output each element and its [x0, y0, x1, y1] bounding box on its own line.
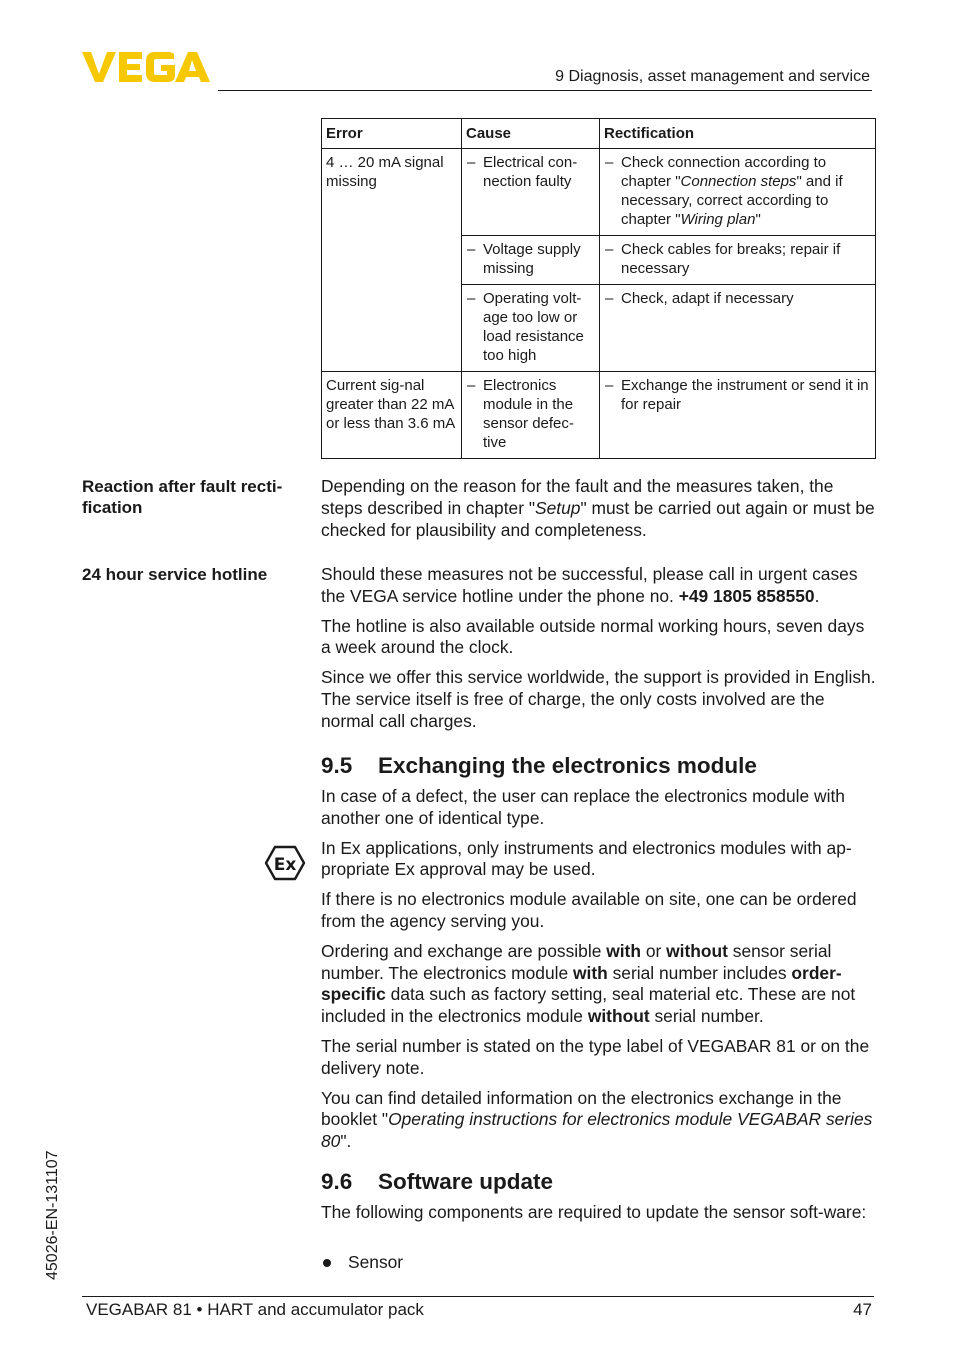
- column-header-rectification: Rectification: [600, 119, 876, 149]
- svg-text:Ex: Ex: [273, 855, 297, 875]
- document-id: 45026-EN-131107: [44, 1150, 61, 1280]
- hotline-text: [321, 564, 877, 741]
- body-paragraph: If there is no electronics module available on site, one can be ordered from the agency serving you.: [321, 889, 857, 931]
- cause-cell: – Electrical con-nection faulty: [462, 149, 600, 236]
- list-item: [321, 1252, 403, 1273]
- rectification-cell: – Check, adapt if necessary: [600, 285, 876, 372]
- body-paragraph: You can find detailed information on the electronics exchange in the booklet "Operating instructions for electronics module VEGABAR series 80".: [321, 1087, 873, 1152]
- section-heading-9-5: 9.5 Exchanging the electronics module: [321, 753, 757, 778]
- body-paragraph: In Ex applications, only instruments and electronics modules with ap-propriate Ex approval may be used.: [321, 837, 852, 880]
- page-number: 47: [853, 1300, 872, 1319]
- rectification-text: Exchange the instrument or send it in for repair: [621, 377, 869, 413]
- column-header-error: Error: [322, 119, 462, 149]
- hotline-paragraph: Since we offer this service worldwide, the support is provided in English. The service itself is free of charge, the only costs involved are the normal call charges.: [321, 667, 876, 731]
- column-header-cause: Cause: [462, 119, 600, 149]
- rectification-cell: – Check connection according to chapter "Connection steps" and if necessary, correct according to chapter "Wiring plan": [600, 149, 876, 236]
- rectification-cell: – Exchange the instrument or send it in for repair: [600, 372, 876, 459]
- rectification-text: Check, adapt if necessary: [621, 290, 794, 307]
- chapter-title: 9 Diagnosis, asset management and service: [555, 68, 870, 85]
- cause-text: Operating volt-age too low or load resistance too high: [483, 290, 584, 364]
- rectification-text: Check connection according to chapter "Connection steps" and if necessary, correct according to chapter "Wiring plan": [621, 154, 843, 228]
- reaction-label: Reaction after fault recti-fication: [82, 477, 283, 517]
- cause-text: Electronics module in the sensor defec-tive: [483, 377, 574, 451]
- reaction-text: Depending on the reason for the fault and the measures taken, the steps described in chapter "Setup" must be carried out again or must be checked for plausibility and completeness.: [321, 476, 875, 540]
- section-9-5-body: [321, 786, 877, 1161]
- body-paragraph: The following components are required to update the sensor soft-ware:: [321, 1202, 867, 1222]
- vega-logo: [82, 50, 212, 84]
- hotline-phone-number: +49 1805 858550: [678, 585, 815, 606]
- header-divider: [218, 90, 872, 91]
- rectification-text: Check cables for breaks; repair if necessary: [621, 241, 841, 277]
- error-cell: 4 … 20 mA signal missing: [322, 149, 462, 372]
- section-heading-9-6: 9.6 Software update: [321, 1169, 554, 1194]
- cause-cell: – Voltage supply missing: [462, 236, 600, 285]
- hotline-label: 24 hour service hotline: [82, 565, 268, 584]
- list-item-text: Sensor: [348, 1252, 404, 1272]
- cause-cell: – Operating volt-age too low or load resistance too high: [462, 285, 600, 372]
- rectification-cell: – Check cables for breaks; repair if necessary: [600, 236, 876, 285]
- table-header-row: [322, 119, 876, 149]
- hotline-paragraph: The hotline is also available outside normal working hours, seven days a week around the clock.: [321, 615, 865, 658]
- cause-cell: – Electronics module in the sensor defec-tive: [462, 372, 600, 459]
- footer-product: VEGABAR 81 • HART and accumulator pack: [86, 1300, 424, 1319]
- error-cell: Current sig-nal greater than 22 mA or less than 3.6 mA: [322, 372, 462, 459]
- body-paragraph: The serial number is stated on the type label of VEGABAR 81 or on the delivery note.: [321, 1035, 870, 1078]
- section-9-6-body: [321, 1202, 877, 1232]
- error-table: [321, 118, 876, 459]
- body-paragraph: Ordering and exchange are possible with or without sensor serial number. The electronics module with serial number includes order-specific data such as factory setting, seal material etc. These are not included in the electronics module without serial number.: [321, 940, 856, 1027]
- bullet-icon: [323, 1259, 331, 1267]
- cause-text: Voltage supply missing: [483, 241, 581, 277]
- body-paragraph: In case of a defect, the user can replace the electronics module with another one of identical type.: [321, 786, 845, 828]
- table-row: [322, 149, 876, 236]
- ex-approval-icon: [264, 845, 306, 881]
- cause-text: Electrical con-nection faulty: [483, 154, 578, 190]
- footer-divider: [82, 1296, 874, 1297]
- hotline-paragraph: Should these measures not be successful, please call in urgent cases the VEGA service hotline under the phone no. +49 1805 858550.: [321, 564, 858, 606]
- table-row: [322, 372, 876, 459]
